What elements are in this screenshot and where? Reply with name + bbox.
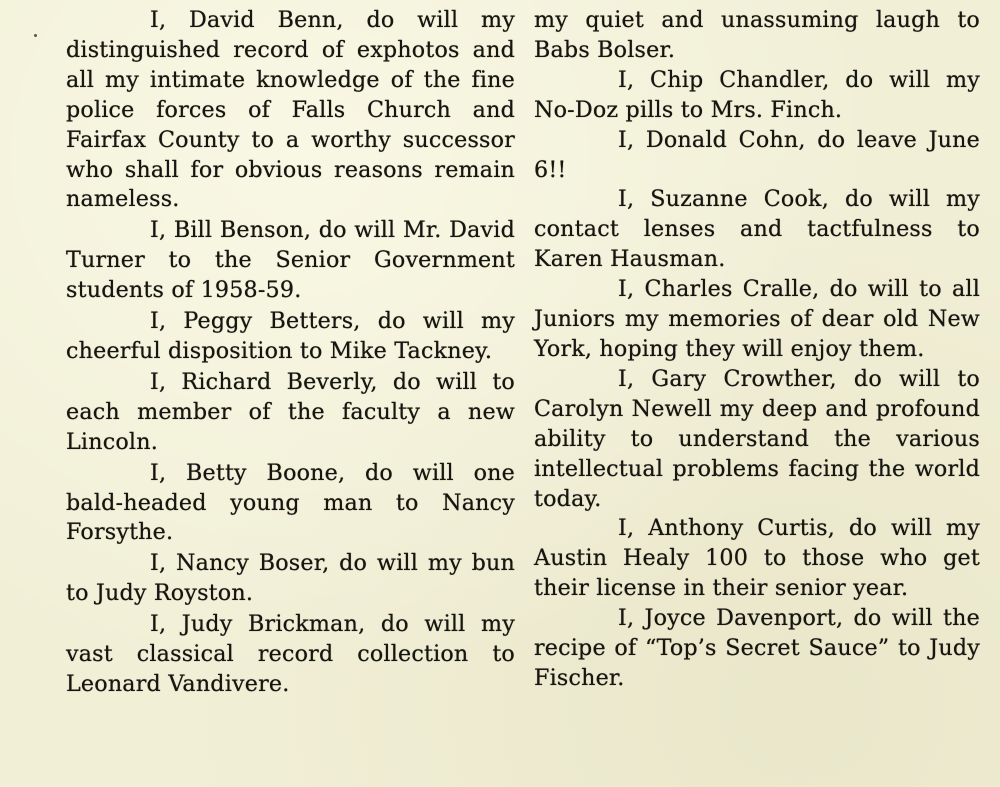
will-entry-judy-brickman: I, Judy Brickman, do will my vast classical record collection to Leonard Vandivere. [66, 611, 515, 697]
will-entry-david-benn: I, David Benn, do will my distinguished record of exphotos and all my intimate knowledge of the fine police forces of Falls Church and Fairfax County to a worthy successor who shall for obvious reasons remain nameless. [66, 7, 515, 213]
will-entry-suzanne-cook: I, Suzanne Cook, do will my contact lenses and tactfulness to Karen Hausman. [534, 186, 980, 273]
will-entry-joyce-davenport: I, Joyce Davenport, do will the recipe of “Top’s Secret Sauce” to Judy Fischer. [534, 605, 980, 691]
will-entry-richard-beverly: I, Richard Beverly, do will to each member of the faculty a new Lincoln. [66, 368, 515, 455]
ink-speck [34, 34, 37, 37]
will-entry-chip-chandler: I, Chip Chandler, do will my No-Doz pills to Mrs. Finch. [534, 66, 980, 123]
will-entry-bill-benson: I, Bill Benson, do will Mr. David Turner to the Senior Government students of 1958-59. [66, 217, 515, 304]
will-entry-peggy-betters: I, Peggy Betters, do will my cheerful disposition to Mike Tackney. [66, 308, 515, 364]
will-entry-anthony-curtis: I, Anthony Curtis, do will my Austin Healy 100 to those who get their license in their senior year. [534, 515, 980, 602]
will-entry-nancy-boser: I, Nancy Boser, do will my bun to Judy Royston. [66, 550, 515, 607]
will-entry-donald-cohn: I, Donald Cohn, do leave June 6!! [534, 126, 980, 183]
will-entry-betty-boone: I, Betty Boone, do will one bald-headed young man to Nancy Forsythe. [66, 459, 515, 546]
will-entry-continuation: my quiet and unassuming laugh to Babs Bolser. [534, 7, 980, 63]
right-column [534, 6, 980, 694]
will-entry-charles-cralle: I, Charles Cralle, do will to all Juniors my memories of dear old New York, hoping they will enjoy them. [534, 276, 980, 362]
will-entry-gary-crowther: I, Gary Crowther, do will to Carolyn Newell my deep and profound ability to understand the various intellectual problems facing the world today. [534, 365, 980, 512]
left-column [66, 6, 515, 700]
